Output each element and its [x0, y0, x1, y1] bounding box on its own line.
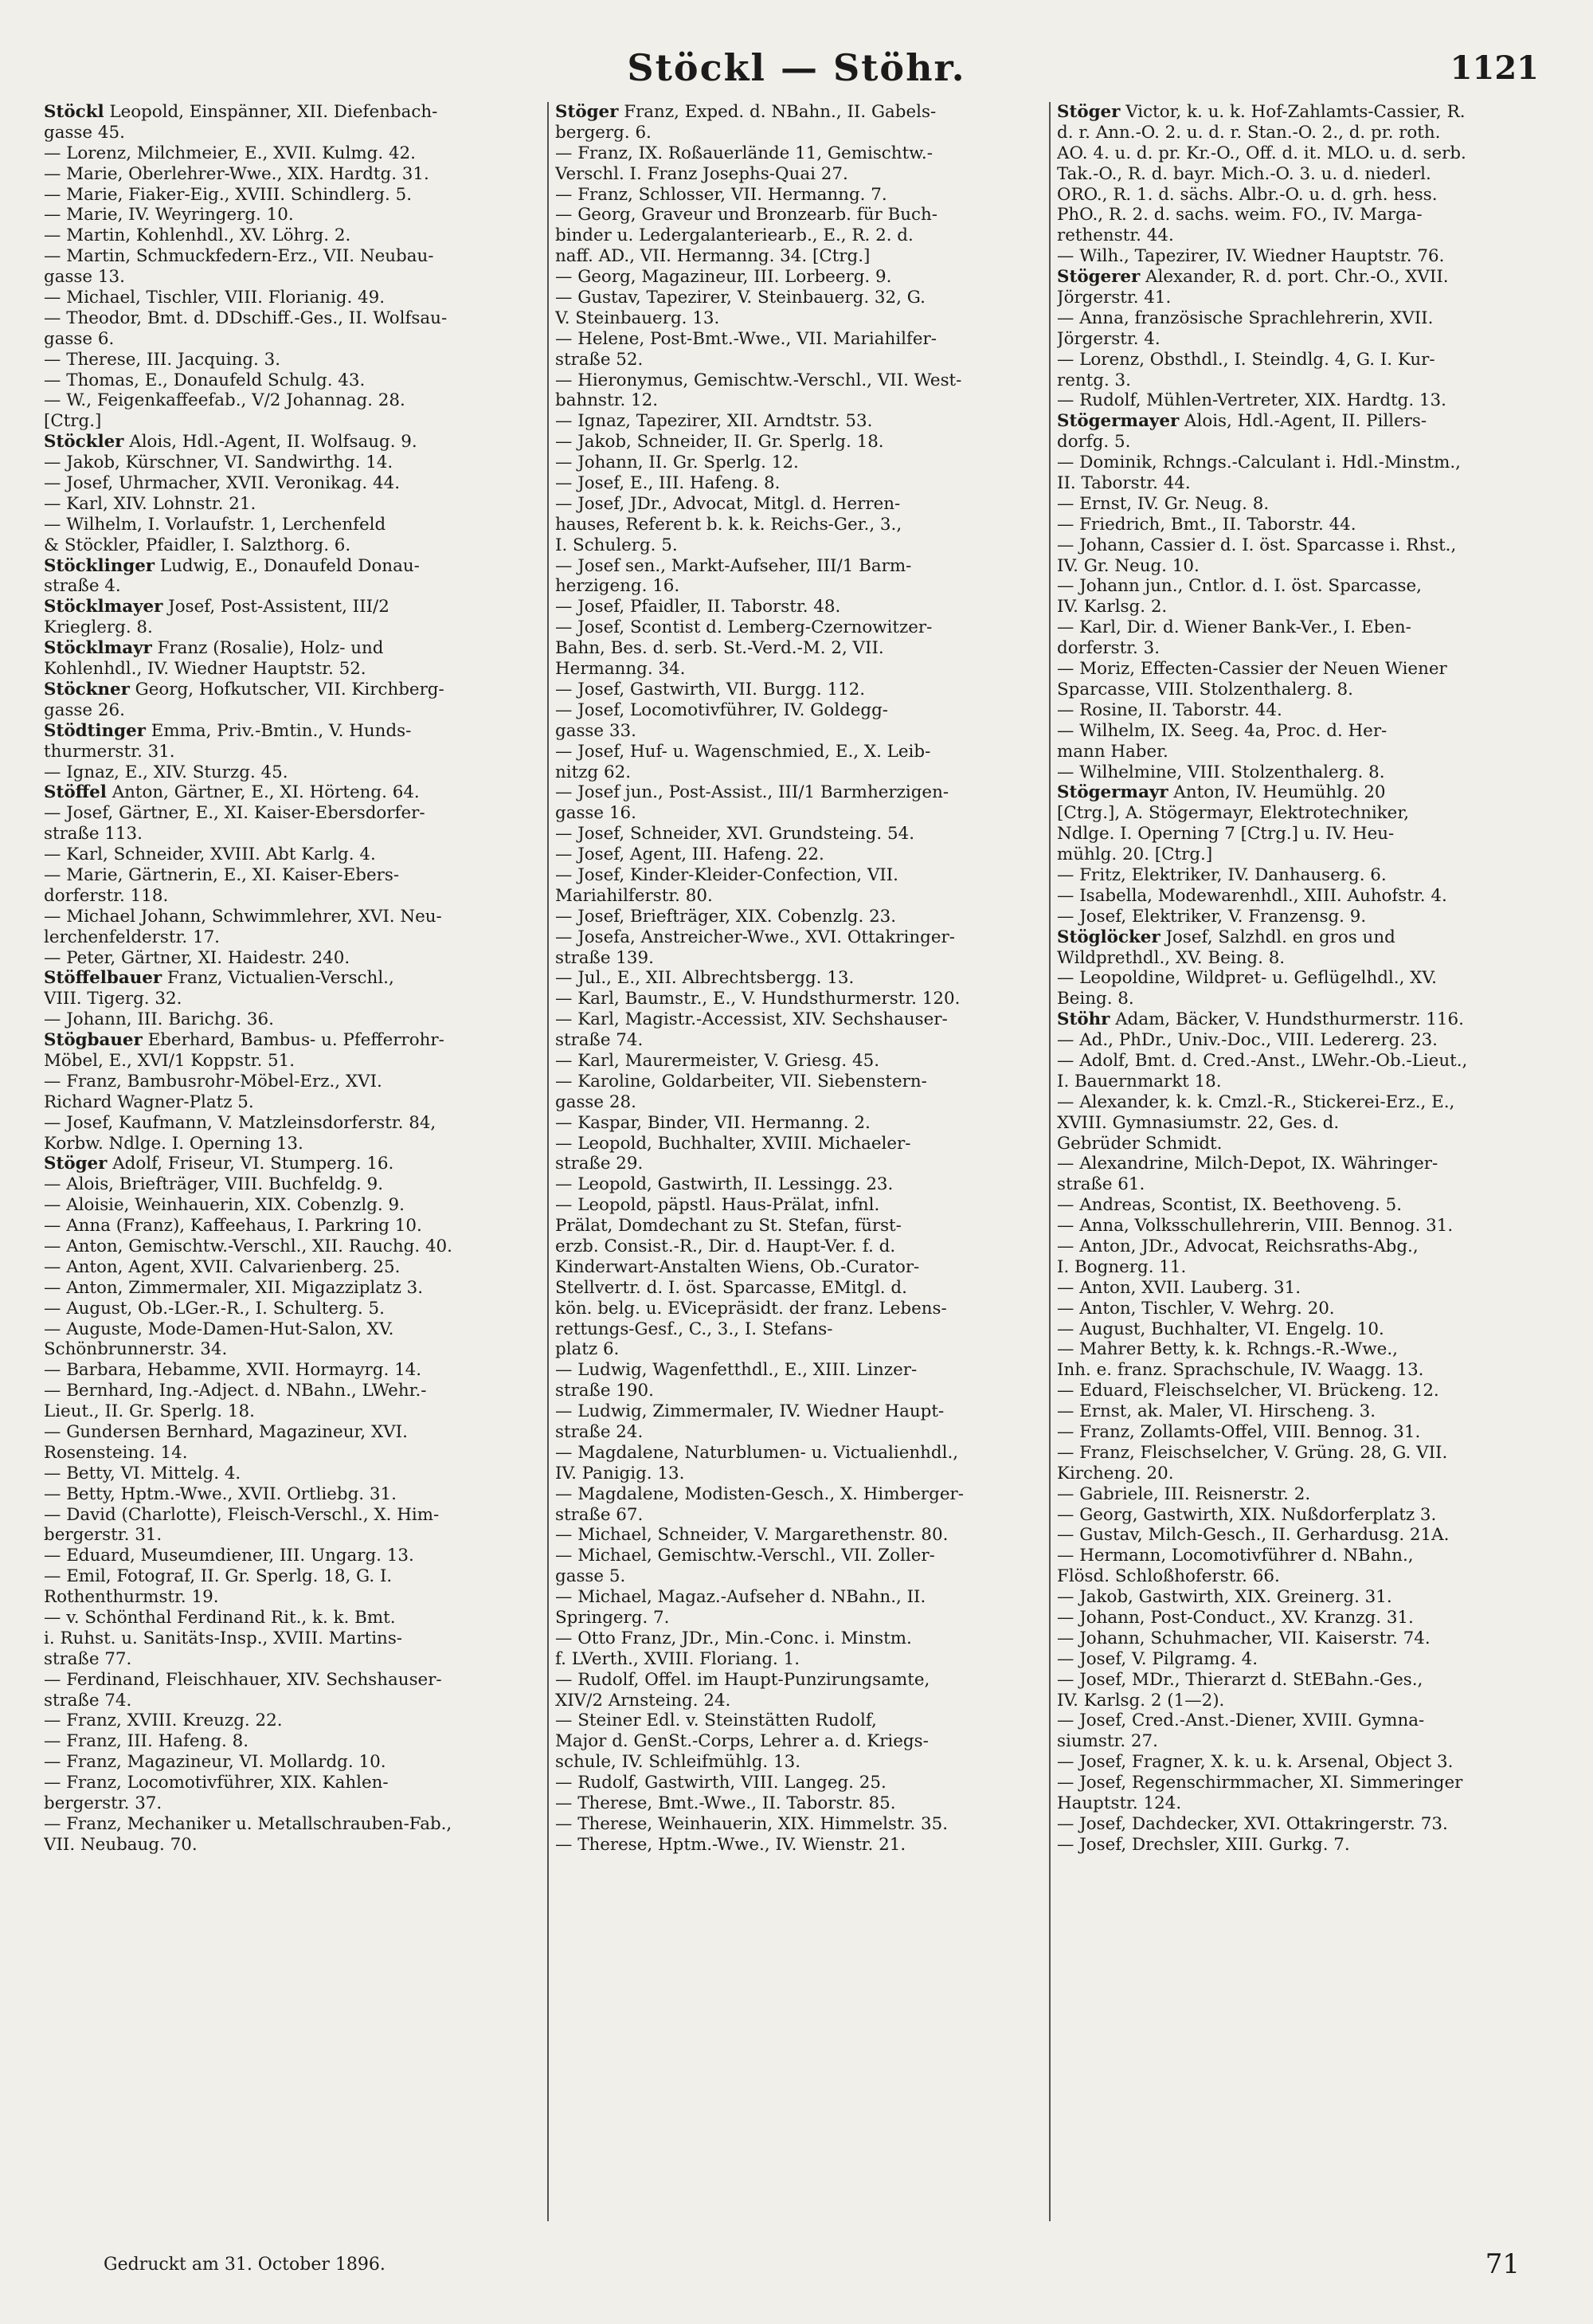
directory-line: — Michael, Magaz.-Aufseher d. NBahn., II. [555, 1587, 926, 1608]
headword: Stögerer [1057, 267, 1141, 288]
directory-line: — Franz, Magazineur, VI. Mollardg. 10. [44, 1752, 386, 1773]
directory-line: Tak.-O., R. d. bayr. Mich.-O. 3. u. d. niederl. [1057, 163, 1431, 184]
directory-line: Hermanng. 34. [555, 659, 686, 680]
directory-line: Stöckler Alois, Hdl.-Agent, II. Wolfsaug. 9. [44, 432, 417, 453]
directory-line: — Josef, Gärtner, E., XI. Kaiser-Ebersdorfer- [44, 803, 425, 824]
directory-line: — Rudolf, Gastwirth, VIII. Langeg. 25. [555, 1773, 887, 1793]
directory-line: straße 61. [1057, 1174, 1145, 1195]
directory-line: — Leopold, Gastwirth, II. Lessingg. 23. [555, 1174, 894, 1195]
directory-line: — Josef, Cred.-Anst.-Diener, XVIII. Gymna- [1057, 1711, 1425, 1731]
headword: Stöcklmayer [44, 597, 163, 617]
directory-line: IV. Karlsg. 2. [1057, 597, 1168, 617]
directory-line: — Josef, Huf- u. Wagenschmied, E., X. Leib- [555, 741, 931, 762]
directory-column-3 [1049, 102, 1553, 2221]
directory-line: mühlg. 20. [Ctrg.] [1057, 845, 1213, 865]
directory-line: Möbel, E., XVI/1 Koppstr. 51. [44, 1050, 296, 1071]
directory-line: — Therese, III. Jacquing. 3. [44, 349, 281, 370]
directory-line: — Josef, MDr., Thierarzt d. StEBahn.-Ges., [1057, 1669, 1423, 1690]
directory-line: platz 6. [555, 1339, 620, 1360]
directory-line: — Michael Johann, Schwimmlehrer, XVI. Neu- [44, 906, 442, 927]
directory-line: — Michael, Gemischtw.-Verschl., VII. Zoller- [555, 1546, 935, 1566]
directory-line: — Franz, XVIII. Kreuzg. 22. [44, 1711, 283, 1731]
directory-line: kön. belg. u. EVicepräsidt. der franz. Lebens- [555, 1298, 947, 1319]
directory-line: — Josef, Fragner, X. k. u. k. Arsenal, Object 3. [1057, 1752, 1454, 1773]
directory-line: siumstr. 27. [1057, 1731, 1158, 1752]
directory-line: — Johann, Post-Conduct., XV. Kranzg. 31. [1057, 1608, 1414, 1628]
directory-line: — Karl, Baumstr., E., V. Hundsthurmerstr. 120. [555, 989, 961, 1009]
directory-line: — Josef, E., III. Hafeng. 8. [555, 473, 781, 494]
directory-line: bergerstr. 37. [44, 1793, 162, 1814]
directory-line: straße 67. [555, 1504, 644, 1525]
directory-line: straße 74. [555, 1030, 644, 1051]
headword: Stöglöcker [1057, 927, 1161, 947]
directory-line: Gebrüder Schmidt. [1057, 1133, 1223, 1154]
directory-line: — Theodor, Bmt. d. DDschiff.-Ges., II. Wolfsau- [44, 308, 448, 328]
directory-line: hauses, Referent b. k. k. Reichs-Ger., 3., [555, 514, 902, 535]
directory-line: Lieut., II. Gr. Sperlg. 18. [44, 1401, 255, 1422]
directory-line: — Josef sen., Markt-Aufseher, III/1 Barm- [555, 555, 912, 576]
directory-line: — Therese, Bmt.-Wwe., II. Taborstr. 85. [555, 1793, 896, 1814]
directory-line: — Helene, Post-Bmt.-Wwe., VII. Mariahilfer- [555, 328, 937, 349]
directory-line: — Rudolf, Offel. im Haupt-Punzirungsamte, [555, 1669, 930, 1690]
directory-line: — Ignaz, E., XIV. Sturzg. 45. [44, 762, 288, 782]
directory-line: — Therese, Weinhauerin, XIX. Himmelstr. 35. [555, 1813, 949, 1834]
directory-line: — Ferdinand, Fleischhauer, XIV. Sechshauser- [44, 1669, 442, 1690]
directory-line: — Josef, Uhrmacher, XVII. Veronikag. 44. [44, 473, 401, 494]
directory-line: — Isabella, Modewarenhdl., XIII. Auhofstr. 4. [1057, 885, 1447, 906]
directory-line: bahnstr. 12. [555, 390, 659, 411]
headword: Stöger [44, 1154, 108, 1174]
directory-line: mann Haber. [1057, 741, 1168, 762]
page-header [0, 0, 1593, 104]
directory-line: — Karl, XIV. Lohnstr. 21. [44, 493, 256, 514]
directory-line: Stöger Adolf, Friseur, VI. Stumperg. 16. [44, 1154, 394, 1174]
directory-line: — Franz, Bambusrohr-Möbel-Erz., XVI. [44, 1071, 382, 1091]
directory-line: — Betty, Hptm.-Wwe., XVII. Ortliebg. 31. [44, 1483, 397, 1504]
directory-line: rentg. 3. [1057, 370, 1131, 390]
directory-line: rettungs-Gesf., C., 3., I. Stefans- [555, 1319, 833, 1339]
headword: Stögermayer [1057, 411, 1180, 432]
directory-line: — Georg, Gastwirth, XIX. Nußdorferplatz 3. [1057, 1504, 1437, 1525]
directory-line: — Anna (Franz), Kaffeehaus, I. Parkring 10. [44, 1216, 422, 1236]
directory-line: — Michael, Schneider, V. Margarethenstr. 80. [555, 1525, 949, 1546]
directory-line: bergerstr. 31. [44, 1525, 162, 1546]
directory-line: XIV/2 Arnsteing. 24. [555, 1690, 731, 1711]
directory-line: Richard Wagner-Platz 5. [44, 1091, 254, 1112]
directory-line: — Josefa, Anstreicher-Wwe., XVI. Ottakringer- [555, 927, 955, 947]
directory-line: Stöffel Anton, Gärtner, E., XI. Hörteng. 64. [44, 782, 420, 803]
directory-line: — Georg, Graveur und Bronzearb. für Buch- [555, 205, 937, 225]
directory-line: — Hieronymus, Gemischtw.-Verschl., VII. West- [555, 370, 962, 390]
directory-line: — Friedrich, Bmt., II. Taborstr. 44. [1057, 514, 1356, 535]
directory-line: schule, IV. Schleifmühlg. 13. [555, 1752, 801, 1773]
directory-line: IV. Karlsg. 2 (1—2). [1057, 1690, 1225, 1711]
directory-line: IV. Panigig. 13. [555, 1463, 685, 1483]
directory-line: — Josef, JDr., Advocat, Mitgl. d. Herren- [555, 493, 901, 514]
directory-line: — Franz, Zollamts-Offel, VIII. Bennog. 31. [1057, 1422, 1421, 1442]
directory-line: — Johann, Cassier d. I. öst. Sparcasse i. Rhst., [1057, 535, 1457, 555]
directory-column-2 [547, 102, 1039, 2221]
directory-line: — Josef, Briefträger, XIX. Cobenzlg. 23. [555, 906, 897, 927]
directory-line: — Anton, Tischler, V. Wehrg. 20. [1057, 1298, 1335, 1319]
directory-line: Stöcklmayer Josef, Post-Assistent, III/2 [44, 597, 389, 617]
directory-line: — Johann, II. Gr. Sperlg. 12. [555, 453, 799, 473]
directory-line: — Leopold, päpstl. Haus-Prälat, infnl. [555, 1195, 880, 1216]
directory-line: — Leopoldine, Wildpret- u. Geflügelhdl., XV. [1057, 968, 1437, 989]
directory-line: naff. AD., VII. Hermanng. 34. [Ctrg.] [555, 246, 871, 267]
directory-line: I. Bauernmarkt 18. [1057, 1071, 1222, 1091]
directory-line: — Fritz, Elektriker, IV. Danhauserg. 6. [1057, 864, 1387, 885]
directory-line: — Ludwig, Zimmermaler, IV. Wiedner Haupt- [555, 1401, 945, 1422]
directory-line: — Betty, VI. Mittelg. 4. [44, 1463, 241, 1483]
directory-line: — Jul., E., XII. Albrechtsbergg. 13. [555, 968, 855, 989]
directory-line: Stöcklinger Ludwig, E., Donaufeld Donau- [44, 555, 420, 576]
directory-line: straße 139. [555, 947, 654, 968]
directory-line: Verschl. I. Franz Josephs-Quai 27. [555, 163, 848, 184]
directory-line: — Franz, Fleischselcher, V. Grüng. 28, G. VII. [1057, 1442, 1448, 1463]
directory-line: II. Taborstr. 44. [1057, 473, 1191, 494]
directory-line: — Franz, III. Hafeng. 8. [44, 1731, 249, 1752]
directory-line: — Ernst, IV. Gr. Neug. 8. [1057, 493, 1270, 514]
sheet-number: 71 [1485, 2248, 1520, 2280]
directory-line: — Josef, Gastwirth, VII. Burgg. 112. [555, 679, 866, 700]
directory-line: — Martin, Schmuckfedern-Erz., VII. Neubau- [44, 246, 434, 267]
directory-line: — Otto Franz, JDr., Min.-Conc. i. Minstm. [555, 1628, 912, 1648]
directory-line: gasse 33. [555, 720, 636, 741]
directory-line: — Therese, Hptm.-Wwe., IV. Wienstr. 21. [555, 1834, 906, 1855]
directory-line: — Steiner Edl. v. Steinstätten Rudolf, [555, 1711, 877, 1731]
directory-line: Springerg. 7. [555, 1608, 670, 1628]
directory-line: — Wilhelm, IX. Seeg. 4a, Proc. d. Her- [1057, 720, 1388, 741]
headword: Stöckler [44, 432, 124, 453]
directory-line: — Anton, JDr., Advocat, Reichsraths-Abg., [1057, 1236, 1419, 1256]
directory-line: — Adolf, Bmt. d. Cred.-Anst., LWehr.-Ob.-Lieut., [1057, 1050, 1468, 1071]
directory-line: — Anna, französische Sprachlehrerin, XVII. [1057, 308, 1434, 328]
headword: Stögermayr [1057, 782, 1168, 803]
directory-line: — Georg, Magazineur, III. Lorbeerg. 9. [555, 267, 892, 288]
directory-line: — Jakob, Schneider, II. Gr. Sperlg. 18. [555, 432, 884, 453]
directory-line: Korbw. Ndlge. I. Operning 13. [44, 1133, 303, 1154]
directory-line: — Franz, IX. Roßauerlände 11, Gemischtw.- [555, 143, 933, 163]
directory-line: — Magdalene, Modisten-Gesch., X. Himberger- [555, 1483, 964, 1504]
directory-line: I. Schulerg. 5. [555, 535, 678, 555]
directory-line: Sparcasse, VIII. Stolzenthalerg. 8. [1057, 679, 1353, 700]
directory-line: Kircheng. 20. [1057, 1463, 1174, 1483]
headword: Stöger [1057, 102, 1121, 122]
directory-line: — Gustav, Milch-Gesch., II. Gerhardusg. 21A. [1057, 1525, 1450, 1546]
directory-line: — Anna, Volksschullehrerin, VIII. Bennog. 31. [1057, 1216, 1454, 1236]
directory-line: i. Ruhst. u. Sanitäts-Insp., XVIII. Martins- [44, 1628, 403, 1648]
directory-line: straße 77. [44, 1648, 132, 1669]
directory-line: Kohlenhdl., IV. Wiedner Hauptstr. 52. [44, 659, 366, 680]
directory-line: Stöglöcker Josef, Salzhdl. en gros und [1057, 927, 1395, 947]
directory-line: thurmerstr. 31. [44, 741, 175, 762]
directory-line: — Eduard, Museumdiener, III. Ungarg. 13. [44, 1546, 414, 1566]
directory-line: Stöffelbauer Franz, Victualien-Verschl., [44, 968, 394, 989]
headword: Stöffel [44, 782, 107, 803]
directory-line: — Auguste, Mode-Damen-Hut-Salon, XV. [44, 1319, 394, 1339]
headword: Stöger [555, 102, 619, 122]
directory-line: — Jakob, Gastwirth, XIX. Greinerg. 31. [1057, 1587, 1392, 1608]
directory-line: gasse 13. [44, 267, 125, 288]
directory-line: — Peter, Gärtner, XI. Haidestr. 240. [44, 947, 350, 968]
directory-line: — Hermann, Locomotivführer d. NBahn., [1057, 1546, 1414, 1566]
directory-line: — v. Schönthal Ferdinand Rit., k. k. Bmt. [44, 1608, 396, 1628]
directory-line: XVIII. Gymnasiumstr. 22, Ges. d. [1057, 1112, 1340, 1133]
page-number: 1121 [1450, 49, 1539, 87]
directory-column-1 [44, 102, 534, 2221]
directory-line: Stögerer Alexander, R. d. port. Chr.-O., XVII. [1057, 267, 1449, 288]
directory-line: — Alexandrine, Milch-Depot, IX. Währinger- [1057, 1154, 1438, 1174]
directory-line: [Ctrg.] [44, 411, 102, 432]
directory-line: — Rudolf, Mühlen-Vertreter, XIX. Hardtg. 13. [1057, 390, 1446, 411]
directory-line: — Josef, Drechsler, XIII. Gurkg. 7. [1057, 1834, 1350, 1855]
directory-line: bergerg. 6. [555, 122, 652, 143]
directory-line: — Karl, Dir. d. Wiener Bank-Ver., I. Eben- [1057, 617, 1411, 638]
directory-line: — Jakob, Kürschner, VI. Sandwirthg. 14. [44, 453, 393, 473]
headword: Stöcklmayr [44, 638, 152, 659]
directory-line: — David (Charlotte), Fleisch-Verschl., X. Him- [44, 1504, 440, 1525]
page-title: Stöckl — Stöhr. [627, 46, 966, 89]
directory-line: Stöckner Georg, Hofkutscher, VII. Kirchberg- [44, 679, 444, 700]
directory-line: Jörgerstr. 41. [1057, 288, 1172, 308]
directory-line: straße 74. [44, 1690, 132, 1711]
directory-line: Kinderwart-Anstalten Wiens, Ob.-Curator- [555, 1256, 920, 1277]
directory-line: — Wilhelm, I. Vorlaufstr. 1, Lerchenfeld [44, 514, 386, 535]
directory-line: — Martin, Kohlenhdl., XV. Löhrg. 2. [44, 225, 351, 246]
directory-line: Stögbauer Eberhard, Bambus- u. Pfefferrohr- [44, 1030, 444, 1051]
directory-line: gasse 16. [555, 803, 636, 824]
directory-line: — Lorenz, Milchmeier, E., XVII. Kulmg. 42. [44, 143, 416, 163]
directory-line: — Gundersen Bernhard, Magazineur, XVI. [44, 1422, 408, 1442]
directory-line: — Karl, Schneider, XVIII. Abt Karlg. 4. [44, 845, 376, 865]
directory-line: Stöhr Adam, Bäcker, V. Hundsthurmerstr. 116. [1057, 1009, 1464, 1030]
directory-line: ORO., R. 1. d. sächs. Albr.-O. u. d. grh. hess. [1057, 184, 1438, 205]
directory-line: Krieglerg. 8. [44, 617, 153, 638]
directory-line: — August, Ob.-LGer.-R., I. Schulterg. 5. [44, 1298, 385, 1319]
directory-line: — Josef, Dachdecker, XVI. Ottakringerstr. 73. [1057, 1813, 1448, 1834]
headword: Stöcklinger [44, 555, 155, 576]
directory-line: Ndlge. I. Operning 7 [Ctrg.] u. IV. Heu- [1057, 824, 1395, 845]
directory-line: Stödtinger Emma, Priv.-Bmtin., V. Hunds- [44, 720, 412, 741]
directory-line: gasse 45. [44, 122, 125, 143]
directory-line: — Karl, Maurermeister, V. Griesg. 45. [555, 1050, 880, 1071]
directory-line: Rosensteing. 14. [44, 1442, 188, 1463]
directory-line: — Thomas, E., Donaufeld Schulg. 43. [44, 370, 366, 390]
directory-line: dorfg. 5. [1057, 432, 1131, 453]
directory-line: — Ludwig, Wagenfetthdl., E., XIII. Linzer- [555, 1360, 918, 1381]
directory-line: — Alois, Briefträger, VIII. Buchfeldg. 9. [44, 1174, 383, 1195]
directory-line: Stellvertr. d. I. öst. Sparcasse, EMitgl. d. [555, 1277, 907, 1298]
directory-line: — Josef, Pfaidler, II. Taborstr. 48. [555, 597, 841, 617]
directory-line: — Johann, Schuhmacher, VII. Kaiserstr. 74. [1057, 1628, 1431, 1648]
directory-line: nitzg 62. [555, 762, 631, 782]
directory-columns [44, 102, 1553, 2221]
directory-line: — Marie, Gärtnerin, E., XI. Kaiser-Ebers- [44, 864, 400, 885]
directory-line: — Josef jun., Post-Assist., III/1 Barmherzigen- [555, 782, 949, 803]
directory-line: Stöckl Leopold, Einspänner, XII. Diefenbach- [44, 102, 438, 122]
directory-line: straße 4. [44, 576, 121, 597]
directory-line: — Emil, Fotograf, II. Gr. Sperlg. 18, G. I. [44, 1566, 393, 1587]
directory-line: Bahn, Bes. d. serb. St.-Verd.-M. 2, VII. [555, 638, 884, 659]
headword: Stögbauer [44, 1030, 143, 1051]
directory-line: Inh. e. franz. Sprachschule, IV. Waagg. 13. [1057, 1360, 1424, 1381]
directory-line: — Barbara, Hebamme, XVII. Hormayrg. 14. [44, 1360, 422, 1381]
directory-line: Stöcklmayr Franz (Rosalie), Holz- und [44, 638, 384, 659]
directory-line: — Karoline, Goldarbeiter, VII. Siebenstern- [555, 1071, 927, 1091]
directory-line: IV. Gr. Neug. 10. [1057, 555, 1200, 576]
directory-line: gasse 5. [555, 1566, 626, 1587]
directory-line: — Franz, Mechaniker u. Metallschrauben-Fab., [44, 1813, 452, 1834]
directory-line: — Josef, Scontist d. Lemberg-Czernowitzer- [555, 617, 933, 638]
directory-line: PhO., R. 2. d. sachs. weim. FO., IV. Marga- [1057, 205, 1423, 225]
directory-line: — Johann jun., Cntlor. d. I. öst. Sparcasse, [1057, 576, 1422, 597]
directory-line: Schönbrunnerstr. 34. [44, 1339, 228, 1360]
directory-line: herzigeng. 16. [555, 576, 680, 597]
directory-line: — Eduard, Fleischselcher, VI. Brückeng. 12. [1057, 1381, 1439, 1401]
directory-line: — Andreas, Scontist, IX. Beethoveng. 5. [1057, 1195, 1403, 1216]
directory-line: Wildprethdl., XV. Being. 8. [1057, 947, 1286, 968]
directory-line: binder u. Ledergalanteriearb., E., R. 2. d. [555, 225, 914, 246]
directory-line: gasse 26. [44, 700, 125, 720]
directory-line: — August, Buchhalter, VI. Engelg. 10. [1057, 1319, 1384, 1339]
directory-line: Stögermayer Alois, Hdl.-Agent, II. Pillers- [1057, 411, 1427, 432]
directory-line: — Ignaz, Tapezirer, XII. Arndtstr. 53. [555, 411, 873, 432]
directory-line: — Karl, Magistr.-Accessist, XIV. Sechshauser- [555, 1009, 948, 1030]
directory-line: — Mahrer Betty, k. k. Rchngs.-R.-Wwe., [1057, 1339, 1398, 1360]
directory-line: — Gustav, Tapezirer, V. Steinbauerg. 32, G. [555, 288, 926, 308]
directory-line: d. r. Ann.-O. 2. u. d. r. Stan.-O. 2., d. pr. roth. [1057, 122, 1441, 143]
directory-line: & Stöckler, Pfaidler, I. Salzthorg. 6. [44, 535, 351, 555]
directory-line: erzb. Consist.-R., Dir. d. Haupt-Ver. f. d. [555, 1236, 896, 1256]
directory-line: — Lorenz, Obsthdl., I. Steindlg. 4, G. I. Kur- [1057, 349, 1435, 370]
directory-line: Major d. GenSt.-Corps, Lehrer a. d. Kriegs- [555, 1731, 929, 1752]
directory-line: Jörgerstr. 4. [1057, 328, 1161, 349]
directory-line: — Wilhelmine, VIII. Stolzenthalerg. 8. [1057, 762, 1385, 782]
directory-line: Flösd. Schloßhoferstr. 66. [1057, 1566, 1280, 1587]
directory-line: — Aloisie, Weinhauerin, XIX. Cobenzlg. 9. [44, 1195, 405, 1216]
headword: Stöhr [1057, 1009, 1110, 1030]
directory-line: — Josef, V. Pilgramg. 4. [1057, 1648, 1258, 1669]
directory-line: straße 52. [555, 349, 644, 370]
directory-line: V. Steinbauerg. 13. [555, 308, 720, 328]
directory-line: straße 190. [555, 1381, 654, 1401]
directory-line: Prälat, Domdechant zu St. Stefan, fürst- [555, 1216, 902, 1236]
directory-line: — Ad., PhDr., Univ.-Doc., VIII. Ledererg. 23. [1057, 1030, 1438, 1051]
directory-line: — Alexander, k. k. Cmzl.-R., Stickerei-Erz., E., [1057, 1091, 1455, 1112]
directory-line: [Ctrg.], A. Stögermayr, Elektrotechniker, [1057, 803, 1410, 824]
directory-line: VIII. Tigerg. 32. [44, 989, 182, 1009]
directory-line: straße 24. [555, 1422, 644, 1442]
directory-line: — W., Feigenkaffeefab., V/2 Johannag. 28. [44, 390, 405, 411]
directory-line: Stöger Victor, k. u. k. Hof-Zahlamts-Cassier, R. [1057, 102, 1466, 122]
directory-line: rethenstr. 44. [1057, 225, 1174, 246]
directory-line: — Anton, XVII. Lauberg. 31. [1057, 1277, 1301, 1298]
directory-line: straße 113. [44, 824, 143, 845]
directory-line: gasse 28. [555, 1091, 636, 1112]
directory-line: — Gabriele, III. Reisnerstr. 2. [1057, 1483, 1311, 1504]
directory-line: — Kaspar, Binder, VII. Hermanng. 2. [555, 1112, 871, 1133]
directory-line: — Josef, Regenschirmmacher, XI. Simmeringer [1057, 1773, 1463, 1793]
directory-line: — Rosine, II. Taborstr. 44. [1057, 700, 1282, 720]
directory-line: — Moriz, Effecten-Cassier der Neuen Wiener [1057, 659, 1447, 680]
directory-line: — Josef, Elektriker, V. Franzensg. 9. [1057, 906, 1367, 927]
directory-line: — Michael, Tischler, VIII. Florianig. 49. [44, 288, 386, 308]
directory-line: — Anton, Agent, XVII. Calvarienberg. 25. [44, 1256, 401, 1277]
directory-line: Rothenthurmstr. 19. [44, 1587, 219, 1608]
directory-line: — Josef, Kinder-Kleider-Confection, VII. [555, 864, 898, 885]
directory-line: — Josef, Kaufmann, V. Matzleinsdorferstr. 84, [44, 1112, 436, 1133]
print-date-note: Gedruckt am 31. October 1896. [104, 2255, 386, 2275]
directory-line: — Josef, Locomotivführer, IV. Goldegg- [555, 700, 889, 720]
directory-line: — Franz, Locomotivführer, XIX. Kahlen- [44, 1773, 389, 1793]
headword: Stöffelbauer [44, 968, 162, 989]
directory-line: gasse 6. [44, 328, 115, 349]
directory-line: — Johann, III. Barichg. 36. [44, 1009, 274, 1030]
directory-line: Mariahilferstr. 80. [555, 885, 713, 906]
directory-line: — Wilh., Tapezirer, IV. Wiedner Hauptstr. 76. [1057, 246, 1445, 267]
directory-line: — Marie, IV. Weyringerg. 10. [44, 205, 294, 225]
directory-line: Being. 8. [1057, 989, 1134, 1009]
directory-line: VII. Neubaug. 70. [44, 1834, 198, 1855]
directory-line: Stöger Franz, Exped. d. NBahn., II. Gabels- [555, 102, 937, 122]
directory-line: — Josef, Agent, III. Hafeng. 22. [555, 845, 824, 865]
directory-line: — Anton, Gemischtw.-Verschl., XII. Rauchg. 40. [44, 1236, 452, 1256]
directory-line: dorferstr. 3. [1057, 638, 1161, 659]
directory-line: straße 29. [555, 1154, 644, 1174]
directory-line: — Anton, Zimmermaler, XII. Migazziplatz 3. [44, 1277, 424, 1298]
headword: Stöckl [44, 102, 104, 122]
directory-line: — Marie, Oberlehrer-Wwe., XIX. Hardtg. 31. [44, 163, 429, 184]
directory-line: — Leopold, Buchhalter, XVIII. Michaeler- [555, 1133, 911, 1154]
directory-line: — Magdalene, Naturblumen- u. Victualienhdl., [555, 1442, 959, 1463]
directory-line: AO. 4. u. d. pr. Kr.-O., Off. d. it. MLO. u. d. serb. [1057, 143, 1466, 163]
directory-line: Hauptstr. 124. [1057, 1793, 1182, 1814]
directory-line: — Josef, Schneider, XVI. Grundsteing. 54. [555, 824, 914, 845]
directory-line: — Marie, Fiaker-Eig., XVIII. Schindlerg. 5. [44, 184, 412, 205]
directory-line: Stögermayr Anton, IV. Heumühlg. 20 [1057, 782, 1386, 803]
directory-line: lerchenfelderstr. 17. [44, 927, 220, 947]
directory-line: dorferstr. 118. [44, 885, 169, 906]
directory-line: I. Bognerg. 11. [1057, 1256, 1187, 1277]
headword: Stöckner [44, 679, 130, 700]
directory-line: — Franz, Schlosser, VII. Hermanng. 7. [555, 184, 887, 205]
directory-line: — Dominik, Rchngs.-Calculant i. Hdl.-Minstm., [1057, 453, 1461, 473]
directory-line: — Bernhard, Ing.-Adject. d. NBahn., LWehr.- [44, 1381, 427, 1401]
directory-line: f. LVerth., XVIII. Floriang. 1. [555, 1648, 800, 1669]
directory-line: — Ernst, ak. Maler, VI. Hirscheng. 3. [1057, 1401, 1376, 1422]
headword: Stödtinger [44, 720, 146, 741]
